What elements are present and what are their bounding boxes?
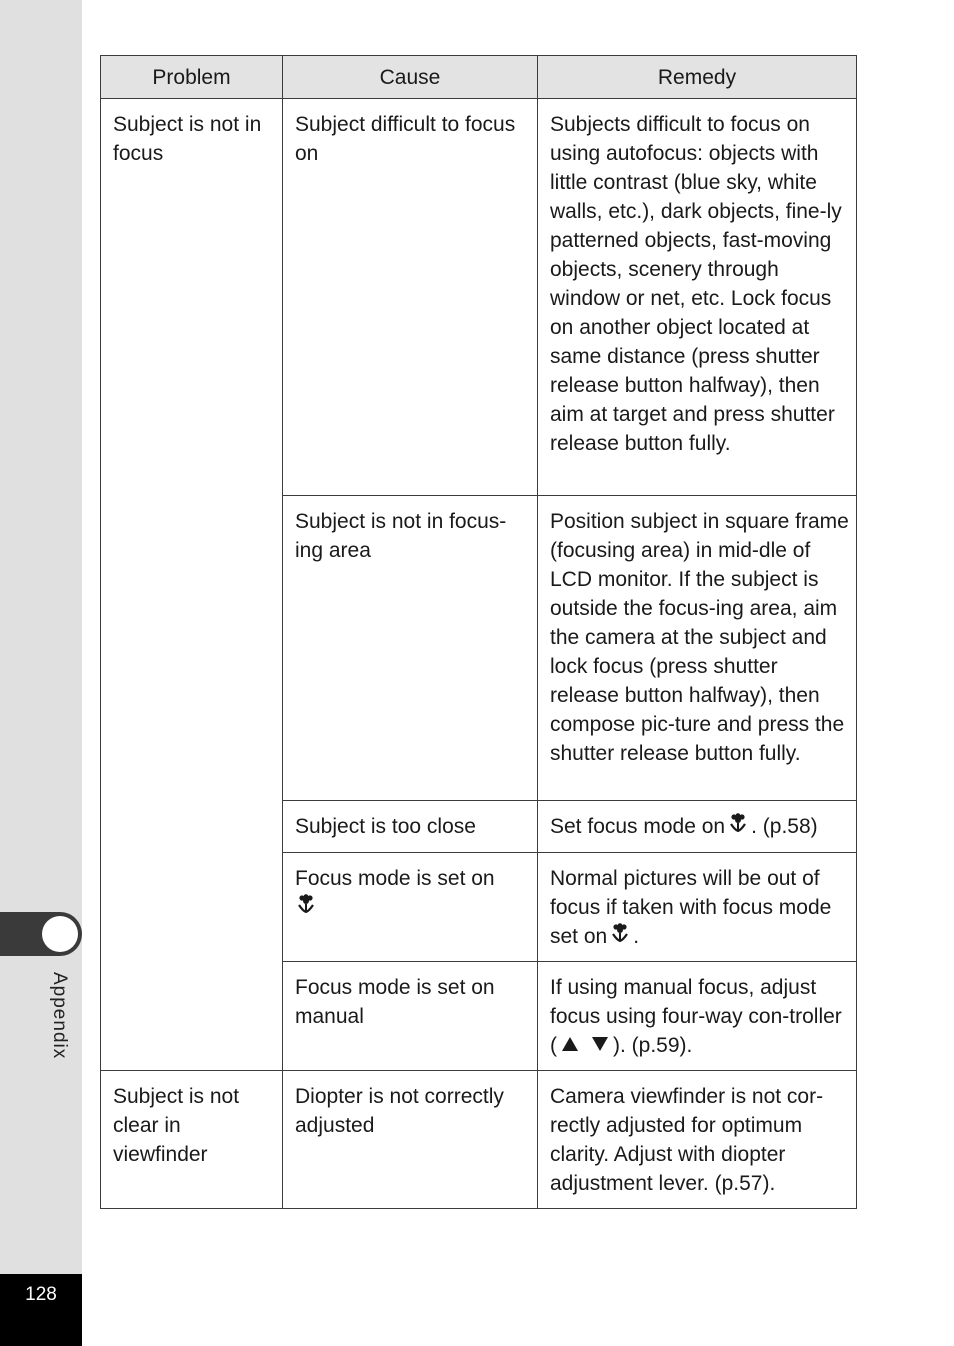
section-label: Appendix	[49, 972, 70, 1060]
macro-flower-icon	[297, 893, 315, 922]
header-problem: Problem	[101, 56, 283, 99]
remedy-text: ). (p.59).	[613, 1034, 693, 1057]
triangle-down-icon	[591, 1031, 609, 1060]
remedy-text: . (p.58)	[751, 815, 818, 838]
troubleshooting-table	[100, 55, 857, 1209]
table-row	[101, 1071, 857, 1209]
problem-cell: Subject is not in focus	[101, 99, 283, 1071]
section-tab-circle	[42, 916, 78, 952]
header-remedy: Remedy	[538, 56, 857, 99]
cause-text: Focus mode is set on	[295, 867, 495, 890]
remedy-cell	[538, 853, 857, 962]
remedy-text: .	[633, 925, 640, 948]
header-cause: Cause	[283, 56, 538, 99]
remedy-text: Set focus mode on	[550, 815, 726, 838]
cause-cell: Diopter is not correctly adjusted	[283, 1071, 538, 1209]
remedy-cell: Position subject in square frame (focusing area) in mid-dle of LCD monitor. If the subject is outside the focus-ing area, aim the camera at the subject and lock focus (press shutter release button halfway), then compose pic-ture and press the shutter release button fully.	[538, 496, 857, 801]
page-number: 128	[25, 1284, 57, 1305]
remedy-cell	[538, 801, 857, 853]
remedy-text: If using manual focus, adjust focus using four-way con-troller (	[550, 976, 842, 1057]
cause-cell	[283, 853, 538, 962]
remedy-cell	[538, 962, 857, 1071]
macro-flower-icon	[611, 922, 629, 951]
remedy-cell: Subjects difficult to focus on using autofocus: objects with little contrast (blue sky, white walls, etc.), dark objects, fine-ly patterned objects, fast-moving objects, scenery through window or net, etc. Lock focus on another object located at same distance (press shutter release button halfway), then aim at target and press shutter release button fully.	[538, 99, 857, 496]
cause-cell: Subject is not in focus-ing area	[283, 496, 538, 801]
sidebar	[0, 0, 82, 1346]
macro-flower-icon	[729, 812, 747, 841]
remedy-cell: Camera viewfinder is not cor-rectly adjusted for optimum clarity. Adjust with diopter adjustment lever. (p.57).	[538, 1071, 857, 1209]
remedy-text: Normal pictures will be out of focus if taken with focus mode set on	[550, 867, 832, 948]
table-header-row	[101, 56, 857, 99]
triangle-up-icon	[561, 1031, 579, 1060]
cause-cell: Subject difficult to focus on	[283, 99, 538, 496]
table-row	[101, 99, 857, 496]
cause-cell: Subject is too close	[283, 801, 538, 853]
cause-cell: Focus mode is set on manual	[283, 962, 538, 1071]
problem-cell: Subject is not clear in viewfinder	[101, 1071, 283, 1209]
